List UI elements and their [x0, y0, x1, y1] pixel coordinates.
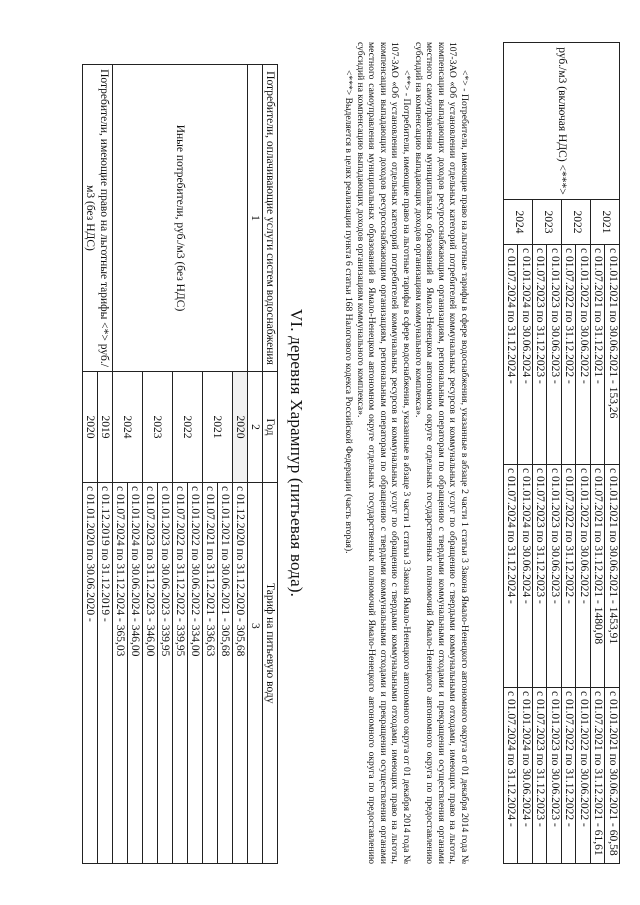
- section-title: VI. деревня Харампур (питьевая вода).: [287, 308, 306, 598]
- footnote-2: <**> - Потребители, имеющие право на льготные тарифы в сфере водоснабжения, указанные в абзаце 3 части 1 статьи 3 Закона Ямало-Ненецкого автономного округа от 01 декабря 2014 года № 107-ЗАО «Об установлении отдельных категорий потребителей коммунальных ресурсов и коммунальных услуг по обращению с твердыми коммунальными отходами, имеющих право на льготы, компенсации выпадающих доходов ресурсоснабжающим организациям, региональным операторам по обращению с твердыми коммунальными отходами и прекращении осуществления органами местного самоуправления муниципальных образований в Ямало-Ненецком автономном округе отдельных государственных полномочий Ямало-Ненецкого автономного округа по предоставлению субсидий на компенсацию выпадающих доходов организациям коммунального комплекса».: [354, 42, 413, 864]
- tariff-cell: с 01.01.2020 по 30.06.2020 -: [83, 483, 98, 864]
- tariff-cell: с 01.07.2021 по 31.12.2021 - 1480,08: [591, 465, 606, 688]
- tariff-cell: с 01.07.2021 по 31.12.2021 - 61,61: [591, 688, 606, 864]
- column-header: Год: [263, 372, 278, 483]
- table-row: [98, 65, 113, 864]
- tariff-cell: с 01.07.2022 по 31.12.2022 -: [562, 465, 577, 688]
- tariff-cell: с 01.07.2022 по 31.12.2022 -: [562, 688, 577, 864]
- tariff-cell: с 01.01.2024 по 30.06.2024 -: [518, 245, 533, 465]
- footnote-3: <***> Выделяется в целях реализации пункта 6 статьи 168 Налогового кодекса Российской Федерации (часть вторая).: [343, 70, 355, 554]
- tariff-cell: с 01.01.2023 по 30.06.2023 -: [547, 465, 562, 688]
- tariff-cell: с 01.01.2023 по 30.06.2023 - 339,95: [158, 483, 173, 864]
- category-cell: Иные потребители, руб./м3 (без НДС): [113, 65, 248, 372]
- column-number: 1: [248, 65, 263, 372]
- year-cell: 2021: [203, 372, 233, 483]
- tariff-cell: с 01.07.2024 по 31.12.2024 -: [504, 465, 519, 688]
- footnote-1: <*> - Потребители, имеющие право на льготные тарифы в сфере водоснабжения, указанные в абзаце 2 части 1 статьи 3 Закона Ямало-Ненецкого автономного округа от 01 декабря 2014 года № 107-ЗАО «Об установлении отдельных категорий потребителей коммунальных ресурсов и коммунальных услуг по обращению с твердыми коммунальными отходами, имеющих право на льготы, компенсации выпадающих доходов ресурсоснабжающим организациям, региональным операторам по обращению с твердыми коммунальными отходами и прекращении осуществления органами местного самоуправления муниципальных образований в Ямало-Ненецком автономном округе отдельных государственных полномочий Ямало-Ненецкого автономного округа по предоставлению субсидий на компенсацию выпадающих доходов организациям коммунального комплекса».: [412, 42, 470, 864]
- column-header: Тариф на питьевую воду: [263, 483, 278, 864]
- tariff-cell: с 01.01.2024 по 30.06.2024 -: [518, 465, 533, 688]
- tariff-cell: с 01.01.2021 по 30.06.2021 - 1453,91: [605, 465, 620, 688]
- column-header: Потребители, оплачивающие услуги систем водоснабжения: [263, 65, 278, 372]
- year-cell: 2022: [173, 372, 203, 483]
- tariff-cell: с 01.12.2019 по 31.12.2019 -: [98, 483, 113, 864]
- tariff-cell: с 01.01.2021 по 30.06.2021 - 153,26: [605, 245, 620, 465]
- tariff-table-continued: [503, 42, 620, 864]
- tariff-cell: с 01.07.2023 по 31.12.2023 -: [533, 688, 548, 864]
- table-header-row: [263, 65, 278, 864]
- table-row: [233, 65, 248, 864]
- year-cell: 2020: [233, 372, 248, 483]
- tariff-cell: с 01.01.2021 по 30.06.2021 - 305,68: [218, 483, 233, 864]
- tariff-cell: с 01.07.2021 по 31.12.2021 -: [591, 245, 606, 465]
- year-cell: 2023: [143, 372, 173, 483]
- tariff-cell: с 01.01.2022 по 30.06.2022 -: [576, 688, 591, 864]
- tariff-cell: с 01.07.2024 по 31.12.2024 -: [504, 245, 519, 465]
- tariff-cell: с 01.07.2021 по 31.12.2021 - 336,63: [203, 483, 218, 864]
- category-cell: руб./м3 (включая НДС) <***>: [504, 43, 620, 200]
- year-cell: 2024: [113, 372, 143, 483]
- tariff-table-kharampur: [82, 64, 278, 864]
- tariff-cell: с 01.01.2022 по 30.06.2022 -: [576, 465, 591, 688]
- year-cell: 2021: [591, 200, 620, 245]
- tariff-cell: с 01.01.2022 по 30.06.2022 -: [576, 245, 591, 465]
- column-number-row: [248, 65, 263, 864]
- year-cell: 2020: [83, 372, 98, 483]
- category-cell: Потребители, имеющие право на льготные тарифы <*> руб./м3 (без НДС): [83, 65, 113, 372]
- tariff-cell: с 01.07.2023 по 31.12.2023 -: [533, 245, 548, 465]
- tariff-cell: с 01.07.2023 по 31.12.2023 - 346,00: [143, 483, 158, 864]
- footnotes: [342, 42, 470, 864]
- tariff-cell: с 01.01.2023 по 30.06.2023 -: [547, 245, 562, 465]
- tariff-cell: с 01.12.2020 по 31.12.2020 - 305,68: [233, 483, 248, 864]
- tariff-cell: с 01.07.2024 по 31.12.2024 - 365,03: [113, 483, 128, 864]
- column-number: 3: [248, 483, 263, 864]
- rotated-content: [24, 42, 620, 864]
- tariff-cell: с 01.01.2024 по 30.06.2024 - 346,00: [128, 483, 143, 864]
- tariff-cell: с 01.01.2024 по 30.06.2024 -: [518, 688, 533, 864]
- tariff-cell: с 01.07.2022 по 31.12.2022 - 339,95: [173, 483, 188, 864]
- table-row: [605, 43, 620, 864]
- year-cell: 2019: [98, 372, 113, 483]
- tariff-cell: с 01.01.2021 по 30.06.2021 - 60,58: [605, 688, 620, 864]
- year-cell: 2023: [533, 200, 562, 245]
- tariff-cell: с 01.07.2024 по 31.12.2024 -: [504, 688, 519, 864]
- column-number: 2: [248, 372, 263, 483]
- year-cell: 2024: [504, 200, 533, 245]
- tariff-cell: с 01.01.2023 по 30.06.2023 -: [547, 688, 562, 864]
- year-cell: 2022: [562, 200, 591, 245]
- tariff-cell: с 01.07.2022 по 31.12.2022 -: [562, 245, 577, 465]
- tariff-cell: с 01.07.2023 по 31.12.2023 -: [533, 465, 548, 688]
- tariff-cell: с 01.01.2022 по 30.06.2022 - 334,00: [188, 483, 203, 864]
